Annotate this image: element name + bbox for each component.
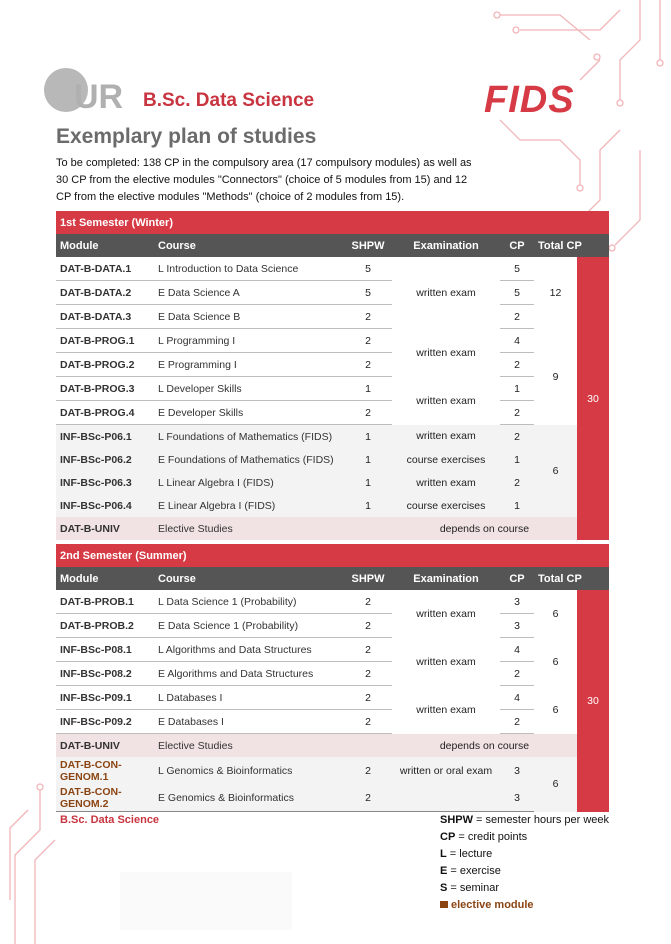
col-module: Module: [56, 234, 154, 257]
course-name: E Programming I: [154, 353, 344, 377]
course-name: Elective Studies: [154, 734, 344, 758]
module-code: INF-BSc-P08.1: [56, 638, 154, 662]
exam-type: written exam: [416, 286, 476, 299]
svg-text:UR: UR: [74, 78, 124, 116]
module-code: DAT-B-UNIV: [56, 734, 154, 758]
module-code: DAT-B-UNIV: [56, 517, 154, 540]
legend-item: L = lecture: [440, 848, 493, 860]
cp-value: 3: [500, 590, 534, 614]
shpw-value: 2: [344, 784, 392, 812]
shpw-value: 1: [344, 471, 392, 494]
cp-value: 5: [500, 281, 534, 305]
cp-value: 2: [500, 710, 534, 734]
table-row: [56, 305, 609, 329]
shpw-value: 2: [344, 686, 392, 710]
cp-value: 2: [500, 471, 534, 494]
col-course: Course: [154, 234, 344, 257]
exam-type: written exam: [416, 346, 476, 359]
cp-value: 2: [500, 305, 534, 329]
module-code: DAT-B-CON-GENOM.2: [56, 784, 154, 812]
semester-1-title: 1st Semester (Winter): [56, 211, 609, 234]
cp-value: 1: [500, 377, 534, 401]
page-title: Exemplary plan of studies: [56, 125, 317, 148]
col-shpw: SHPW: [344, 234, 392, 257]
group-total: 9: [552, 370, 559, 383]
legend: [440, 812, 609, 914]
module-code: DAT-B-PROG.3: [56, 377, 154, 401]
course-name: L Developer Skills: [154, 377, 344, 401]
col-total: Total CP: [534, 567, 609, 590]
cp-value: 1: [500, 448, 534, 471]
shpw-value: 2: [344, 329, 392, 353]
shpw-value: 2: [344, 638, 392, 662]
fids-logo: [484, 78, 608, 118]
exam-type: written exam: [416, 607, 476, 620]
semester-1-table: [56, 211, 609, 540]
group-total: 12: [549, 286, 562, 299]
course-name: E Data Science 1 (Probability): [154, 614, 344, 638]
legend-item: SHPW = semester hours per week: [440, 814, 610, 826]
course-name: E Developer Skills: [154, 401, 344, 425]
course-name: E Databases I: [154, 710, 344, 734]
shpw-value: 2: [344, 353, 392, 377]
exam-type: written exam: [416, 394, 476, 407]
col-course: Course: [154, 567, 344, 590]
table-row: [56, 329, 609, 353]
cp-value: 2: [500, 353, 534, 377]
cp-value: 4: [500, 329, 534, 353]
course-name: L Foundations of Mathematics (FIDS): [154, 425, 344, 449]
table-row: [56, 757, 609, 784]
module-code: DAT-B-DATA.3: [56, 305, 154, 329]
table-row: [56, 401, 609, 425]
course-name: E Linear Algebra I (FIDS): [154, 494, 344, 517]
course-name: E Data Science A: [154, 281, 344, 305]
footer-program: B.Sc. Data Science: [60, 814, 160, 826]
cp-value: 2: [500, 662, 534, 686]
cp-value: 3: [500, 614, 534, 638]
cp-value: 1: [500, 494, 534, 517]
shpw-value: 2: [344, 757, 392, 784]
course-name: L Introduction to Data Science: [154, 257, 344, 281]
table-row: [56, 494, 609, 517]
group-total: 6: [552, 703, 559, 716]
exam-type: depends on course: [392, 734, 577, 758]
semester-2-table: [56, 544, 609, 812]
semester-total: 30: [577, 257, 609, 540]
semester-total: 30: [577, 590, 609, 812]
course-name: L Algorithms and Data Structures: [154, 638, 344, 662]
course-name: Elective Studies: [154, 517, 344, 540]
shpw-value: 1: [344, 494, 392, 517]
shpw-value: 2: [344, 662, 392, 686]
module-code: INF-BSc-P06.2: [56, 448, 154, 471]
col-exam: Examination: [392, 234, 500, 257]
group-total: 6: [534, 757, 577, 812]
shpw-value: 5: [344, 281, 392, 305]
module-code: INF-BSc-P08.2: [56, 662, 154, 686]
exam-type: depends on course: [392, 517, 577, 540]
semester-2-title: 2nd Semester (Summer): [56, 544, 609, 567]
course-name: L Data Science 1 (Probability): [154, 590, 344, 614]
table-row: [56, 517, 609, 540]
exam-type: course exercises: [392, 448, 500, 471]
program-title: B.Sc. Data Science: [143, 90, 315, 111]
table-row: [56, 734, 609, 758]
shpw-value: 2: [344, 305, 392, 329]
col-total: Total CP: [534, 234, 609, 257]
cp-value: 2: [500, 401, 534, 425]
group-total: 6: [552, 655, 559, 668]
cp-value: 2: [500, 425, 534, 449]
exam-type: written exam: [416, 703, 476, 716]
col-shpw: SHPW: [344, 567, 392, 590]
exam-type: course exercises: [392, 494, 500, 517]
course-name: E Foundations of Mathematics (FIDS): [154, 448, 344, 471]
table-row: [56, 590, 609, 614]
table-row: [56, 710, 609, 734]
cp-value: 5: [500, 257, 534, 281]
group-total: 6: [534, 425, 577, 518]
col-exam: Examination: [392, 567, 500, 590]
module-code: DAT-B-CON-GENOM.1: [56, 757, 154, 784]
shpw-value: 2: [344, 401, 392, 425]
module-code: DAT-B-DATA.1: [56, 257, 154, 281]
course-name: L Programming I: [154, 329, 344, 353]
table-row: [56, 662, 609, 686]
legend-item: E = exercise: [440, 865, 501, 877]
course-name: E Algorithms and Data Structures: [154, 662, 344, 686]
col-cp: CP: [500, 567, 534, 590]
table-row: [56, 471, 609, 494]
shpw-value: 1: [344, 425, 392, 449]
exam-type: written exam: [416, 655, 476, 668]
shpw-value: 2: [344, 614, 392, 638]
elective-swatch-icon: [440, 901, 448, 908]
shpw-value: 2: [344, 710, 392, 734]
table-row: [56, 377, 609, 401]
intro-text: To be completed: 138 CP in the compulsory area (17 compulsory modules) as well as 30 CP from the elective modules "Connectors" (choice of 5 modules from 15) and 12 CP from the elective modules "Methods" (choice of 2 modules from 15).: [56, 157, 472, 203]
module-code: DAT-B-PROG.4: [56, 401, 154, 425]
table-row: [56, 448, 609, 471]
col-cp: CP: [500, 234, 534, 257]
exam-type: written exam: [392, 471, 500, 494]
table-row: [56, 614, 609, 638]
table-row: [56, 686, 609, 710]
module-code: INF-BSc-P06.3: [56, 471, 154, 494]
course-name: L Genomics & Bioinformatics: [154, 757, 344, 784]
shpw-value: 5: [344, 257, 392, 281]
cp-value: 3: [500, 757, 534, 784]
cp-value: 4: [500, 686, 534, 710]
ur-logo: [44, 60, 134, 120]
exam-type: written or oral exam: [392, 757, 500, 784]
legend-item: S = seminar: [440, 882, 500, 894]
table-row: [56, 638, 609, 662]
group-total: 6: [552, 607, 559, 620]
module-code: INF-BSc-P06.4: [56, 494, 154, 517]
table-row: [56, 281, 609, 305]
legend-elective: elective module: [440, 897, 609, 914]
shpw-value: 2: [344, 590, 392, 614]
module-code: INF-BSc-P06.1: [56, 425, 154, 449]
module-code: DAT-B-PROG.2: [56, 353, 154, 377]
course-name: E Data Science B: [154, 305, 344, 329]
course-name: E Genomics & Bioinformatics: [154, 784, 344, 812]
table-row: [56, 257, 609, 281]
col-module: Module: [56, 567, 154, 590]
shpw-value: 1: [344, 448, 392, 471]
exam-type: written exam: [392, 425, 500, 449]
module-code: DAT-B-PROB.1: [56, 590, 154, 614]
table-row: [56, 353, 609, 377]
shpw-value: 1: [344, 377, 392, 401]
module-code: DAT-B-PROG.1: [56, 329, 154, 353]
table-row: [56, 425, 609, 449]
module-code: DAT-B-DATA.2: [56, 281, 154, 305]
module-code: INF-BSc-P09.2: [56, 710, 154, 734]
course-name: L Databases I: [154, 686, 344, 710]
course-name: L Linear Algebra I (FIDS): [154, 471, 344, 494]
table-row: [56, 784, 609, 812]
footer-placeholder: [120, 872, 292, 930]
module-code: INF-BSc-P09.1: [56, 686, 154, 710]
module-code: DAT-B-PROB.2: [56, 614, 154, 638]
cp-value: 4: [500, 638, 534, 662]
cp-value: 3: [500, 784, 534, 812]
svg-text:FIDS: FIDS: [484, 79, 575, 118]
legend-item: CP = credit points: [440, 831, 528, 843]
